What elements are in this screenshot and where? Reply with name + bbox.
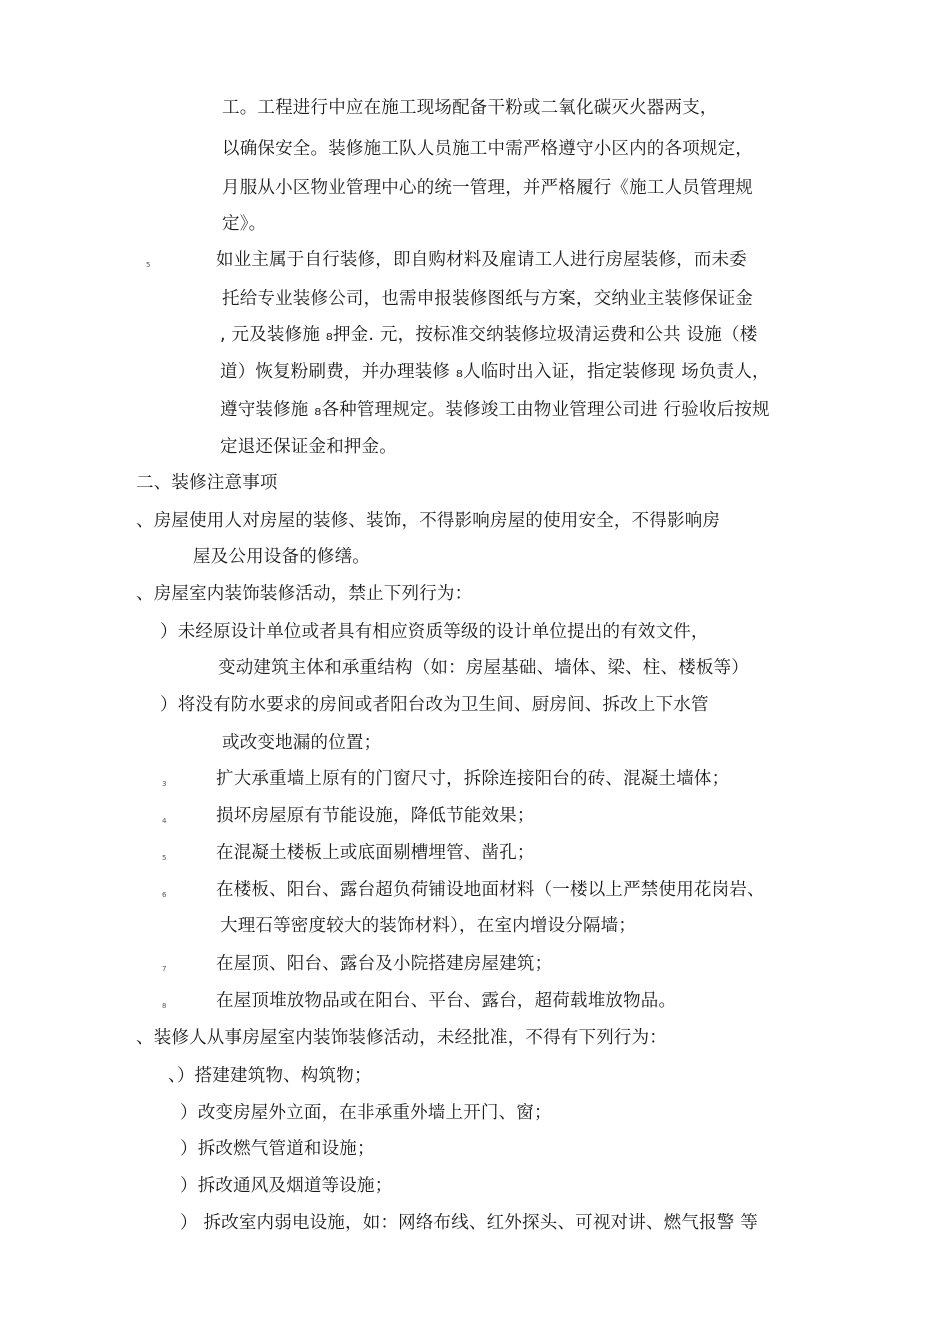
para2-line-2: 托给专业装修公司，也需申报装修图纸与方案，交纳业主装修保证金 xyxy=(222,289,753,309)
para1-line-1: 工。工程进行中应在施工现场配备干粉或二氧化碳灭火器两支， xyxy=(222,98,718,118)
item-b-sub1-line-2: 变动建筑主体和承重结构（如：房屋基础、墙体、梁、柱、楼板等） xyxy=(218,658,749,678)
item-b-sub8-text: 在屋顶堆放物品或在阳台、平台、露台，超荷载堆放物品。 xyxy=(216,991,677,1011)
para2-line-1: 如业主属于自行装修，即自购材料及雇请工人进行房屋装修，而未委 xyxy=(216,250,747,270)
item-b-sub7-text: 在屋顶、阳台、露台及小院搭建房屋建筑； xyxy=(216,954,553,974)
item-a-line-2: 屋及公用设备的修缮。 xyxy=(193,547,370,567)
para2-line-4: 道）恢复粉刷费，并办理装修 ₈人临时出入证，指定装修现 场负责人， xyxy=(220,362,770,382)
item-b-sub6-line-1: 在楼板、阳台、露台超负荷铺设地面材料（一楼以上严禁使用花岗岩、 xyxy=(216,880,765,900)
item-c-title: 、装修人从事房屋室内装饰装修活动，未经批准，不得有下列行为： xyxy=(136,1028,667,1048)
para1-line-3: 月服从小区物业管理中心的统一管理，并严格履行《施工人员管理规 xyxy=(222,178,753,198)
item-b-sub1-line-1: ）未经原设计单位或者具有相应资质等级的设计单位提出的有效文件， xyxy=(160,622,709,642)
item-b-sub5-text: 在混凝土楼板上或底面剔槽埋管、凿孔； xyxy=(216,843,535,863)
item-c-sub3: ）拆改燃气管道和设施； xyxy=(180,1139,375,1159)
para1-line-2: 以确保安全。装修施工队人员施工中需严格遵守小区内的各项规定， xyxy=(222,139,753,159)
item-b-sub4-marker: 4 xyxy=(162,817,167,825)
item-b-sub2-line-2: 或改变地漏的位置； xyxy=(222,733,382,753)
item-b-sub2-line-1: ）将没有防水要求的房间或者阳台改为卫生间、厨房间、拆改上下水管 xyxy=(160,695,709,715)
para2-line-3: , 元及装修施 ₈押金. 元，按标准交纳装修垃圾清运费和公共 设施（楼 xyxy=(220,325,758,345)
item-b-sub7-marker: 7 xyxy=(162,965,167,973)
para2-line-5: 遵守装修施 ₈各种管理规定。装修竣工由物业管理公司进 行验收后按规 xyxy=(220,400,770,420)
para1-line-4: 定》。 xyxy=(222,214,267,234)
item-b-sub6-marker: 6 xyxy=(162,891,167,899)
item-b-title: 、房屋室内装饰装修活动，禁止下列行为： xyxy=(136,584,473,604)
item-a-line-1: 、房屋使用人对房屋的装修、装饰，不得影响房屋的使用安全，不得影响房 xyxy=(136,511,721,531)
item-b-sub3-text: 扩大承重墙上原有的门窗尺寸，拆除连接阳台的砖、混凝土墙体； xyxy=(216,769,730,789)
item-c-sub2: ）改变房屋外立面，在非承重外墙上开门、窗； xyxy=(180,1103,552,1123)
item-c-sub1: 、）搭建建筑物、构筑物； xyxy=(168,1066,372,1086)
item-b-sub8-marker: 8 xyxy=(162,1002,167,1010)
item-b-sub4-text: 损坏房屋原有节能设施，降低节能效果； xyxy=(216,806,535,826)
item-b-sub3-marker: 3 xyxy=(162,780,167,788)
para2-line-6: 定退还保证金和押金。 xyxy=(220,437,397,457)
section2-heading: 二、装修注意事项 xyxy=(136,473,278,493)
item-c-sub5: ） 拆改室内弱电设施，如：网络布线、红外探头、可视对讲、燃气报警 等 xyxy=(180,1213,758,1233)
item-b-sub6-line-2: 大理石等密度较大的装饰材料），在室内增设分隔墙； xyxy=(220,916,637,936)
item-b-sub5-marker: 5 xyxy=(162,854,167,862)
item-c-sub4: ）拆改通风及烟道等设施； xyxy=(180,1176,393,1196)
para2-marker: 5 xyxy=(146,261,151,269)
